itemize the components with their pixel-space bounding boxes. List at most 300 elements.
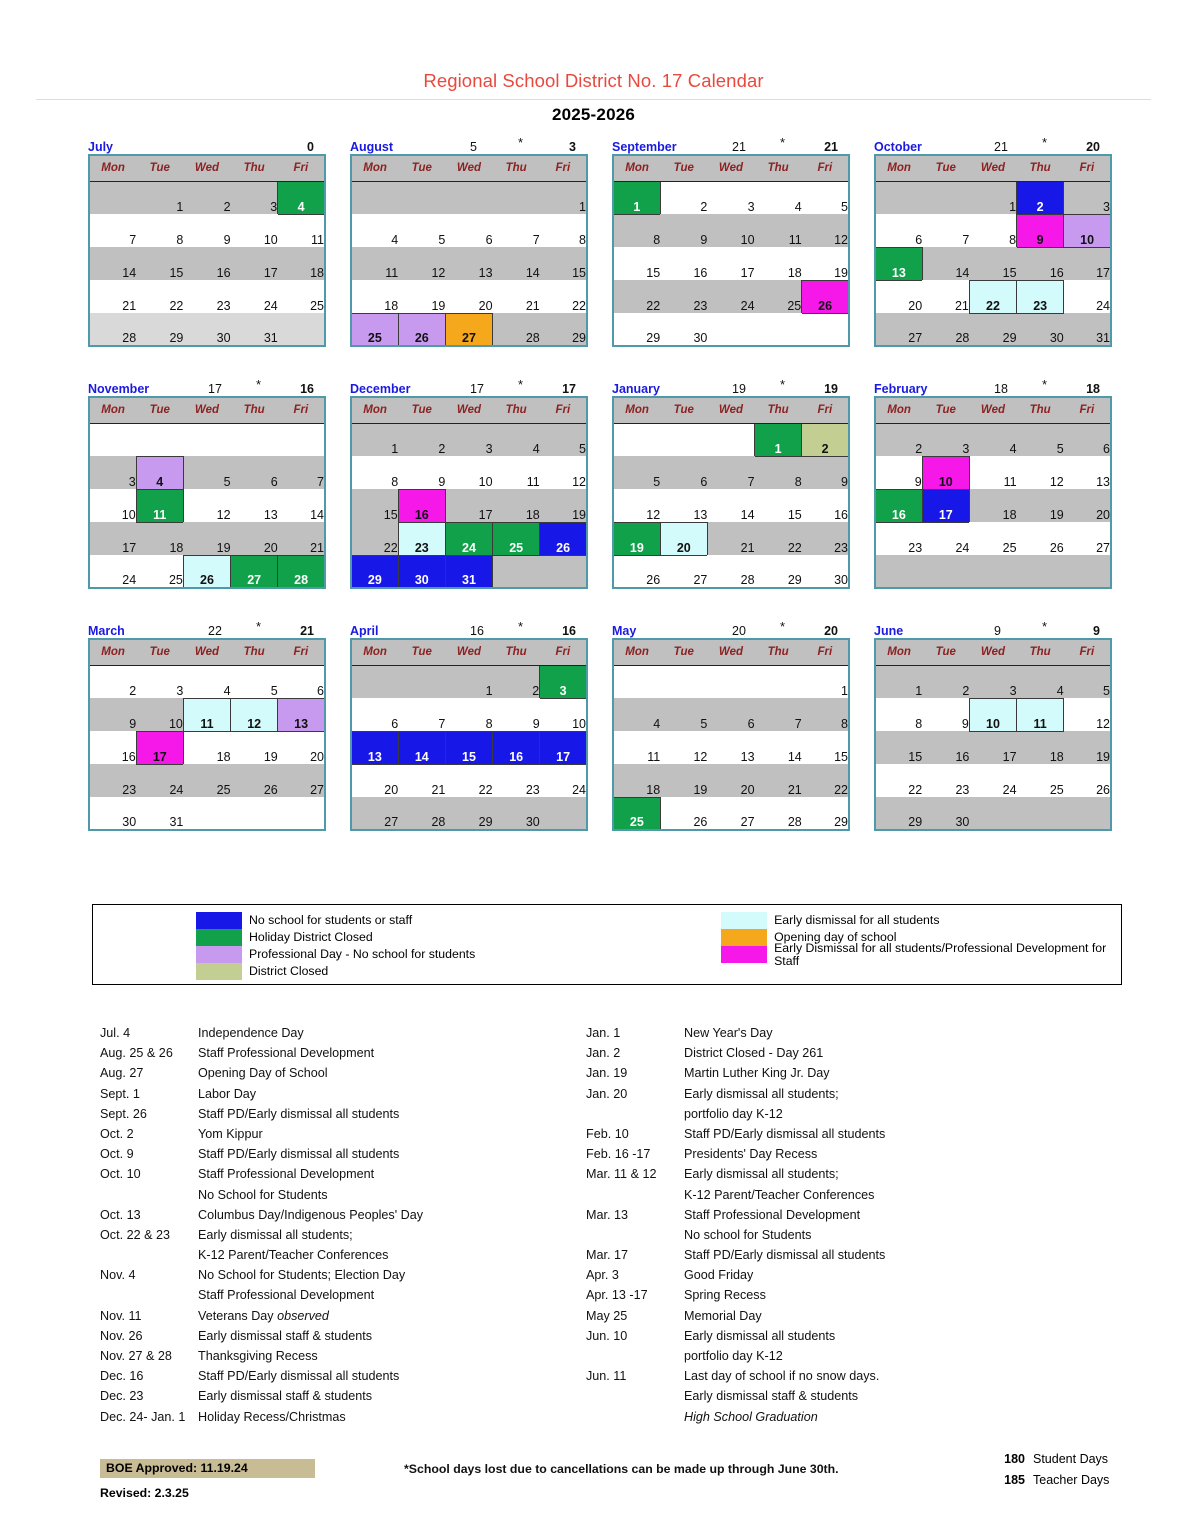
notes-section [0,1026,1187,1430]
day-cell: 26 [231,764,278,797]
month-asterisk: * [518,619,524,634]
week-row [875,698,1111,731]
day-cell: 11 [136,489,183,522]
month-row [88,136,1148,347]
legend-swatch-icon [196,912,242,929]
day-cell: 29 [969,313,1016,346]
week-row [613,181,849,214]
day-cell: 8 [875,698,922,731]
note-row [100,1026,580,1046]
day-cell-empty [398,181,445,214]
title-divider [36,99,1151,100]
day-cell: 9 [1017,214,1064,247]
month-table [350,396,588,589]
month-august [350,136,588,347]
note-row [586,1026,1086,1046]
month-table [88,154,326,347]
day-cell: 15 [540,247,587,280]
weekday-wed: Wed [445,155,492,181]
day-cell: 10 [231,214,278,247]
day-cell: 12 [613,489,660,522]
day-cell: 4 [136,456,183,489]
note-row [100,1268,580,1288]
month-student-days: 9 [994,623,1001,638]
note-date: Nov. 27 & 28 [100,1349,172,1363]
day-cell: 29 [351,555,398,588]
day-cell: 30 [183,313,230,346]
day-cell: 26 [398,313,445,346]
week-row [89,456,325,489]
month-teacher-days: 16 [562,623,576,638]
month-name: December [350,381,411,396]
weekday-wed: Wed [183,155,230,181]
note-text: Spring Recess [684,1288,766,1303]
day-cell-empty [613,665,660,698]
month-name: August [350,139,394,154]
teacher-days-label: Teacher Days [1033,1472,1110,1487]
weekday-header-row [875,155,1111,181]
month-teacher-days: 20 [824,623,838,638]
weekday-wed: Wed [969,397,1016,423]
day-cell-empty [707,313,754,346]
week-row [89,313,325,346]
day-cell: 6 [875,214,922,247]
weekday-thu: Thu [493,639,540,665]
day-cell: 21 [398,764,445,797]
day-cell: 22 [969,280,1016,313]
week-row [875,764,1111,797]
day-cell: 14 [278,489,325,522]
day-cell: 19 [540,489,587,522]
weekday-header-row [89,155,325,181]
day-cell: 20 [351,764,398,797]
month-name: July [88,139,114,154]
day-cell: 2 [89,665,136,698]
note-row [100,1167,580,1187]
note-row [100,1107,580,1127]
day-cell: 12 [1064,698,1111,731]
day-cell: 5 [183,456,230,489]
month-name: September [612,139,677,154]
notes-column-left [100,1026,580,1430]
note-row [100,1248,580,1268]
weekday-tue: Tue [136,397,183,423]
day-cell: 9 [183,214,230,247]
legend-swatch-icon [721,912,767,929]
day-cell: 10 [707,214,754,247]
day-cell: 21 [707,522,754,555]
day-cell: 23 [493,764,540,797]
day-cell-empty [89,181,136,214]
note-text: Staff PD/Early dismissal all students [684,1248,886,1263]
day-cell: 14 [398,731,445,764]
note-date: Sept. 1 [100,1086,140,1101]
weekday-header-row [613,639,849,665]
month-teacher-days: 17 [562,381,576,396]
week-row [351,731,587,764]
note-row [586,1288,1086,1308]
day-cell: 9 [875,456,922,489]
month-header [350,620,588,637]
day-cell: 27 [1064,522,1111,555]
day-cell: 26 [660,797,707,830]
note-row [586,1248,1086,1268]
note-row [586,1188,1086,1208]
month-header [88,378,326,395]
week-row [89,555,325,588]
note-text: Columbus Day/Indigenous Peoples' Day [198,1207,424,1222]
day-cell: 7 [89,214,136,247]
day-cell: 25 [183,764,230,797]
note-text: Early dismissal staff & students [198,1389,373,1404]
note-date: Nov. 11 [100,1308,142,1323]
day-cell: 18 [278,247,325,280]
weekday-fri: Fri [540,397,587,423]
day-cell: 23 [802,522,849,555]
day-cell: 10 [540,698,587,731]
day-cell: 16 [875,489,922,522]
day-cell: 9 [802,456,849,489]
day-cell-empty [707,423,754,456]
month-teacher-days: 19 [824,381,838,396]
note-row [100,1369,580,1389]
day-cell: 7 [278,456,325,489]
note-text: No School for Students [198,1187,328,1202]
weekday-tue: Tue [136,155,183,181]
day-cell: 2 [398,423,445,456]
day-cell-empty [1017,797,1064,830]
day-cell: 10 [922,456,969,489]
day-cell: 27 [278,764,325,797]
weekday-fri: Fri [1064,397,1111,423]
month-student-days: 17 [208,381,222,396]
week-row [875,797,1111,830]
note-text: Early dismissal all students; [684,1086,839,1101]
legend-label: Holiday District Closed [249,930,373,945]
week-row [875,522,1111,555]
note-date: Jan. 20 [586,1086,628,1101]
week-row [89,665,325,698]
weekday-wed: Wed [183,639,230,665]
week-row [875,247,1111,280]
day-cell: 1 [755,423,802,456]
month-asterisk: * [518,135,524,150]
page-header [0,0,1187,125]
week-row [89,764,325,797]
week-row [875,456,1111,489]
day-cell: 29 [875,797,922,830]
day-cell: 8 [351,456,398,489]
page-footer [0,1448,1187,1528]
week-row [351,489,587,522]
teacher-days-count: 185 [1004,1472,1025,1487]
day-cell: 6 [707,698,754,731]
day-cell: 22 [613,280,660,313]
day-cell: 23 [1017,280,1064,313]
month-asterisk: * [780,619,786,634]
weekday-thu: Thu [755,397,802,423]
day-cell: 26 [540,522,587,555]
day-cell: 28 [707,555,754,588]
day-cell-empty [613,423,660,456]
day-cell: 2 [660,181,707,214]
week-row [613,313,849,346]
day-cell-empty [540,797,587,830]
note-date: Aug. 27 [100,1066,144,1081]
month-february [874,378,1112,589]
note-text: No school for Students [684,1227,812,1242]
weekday-mon: Mon [351,639,398,665]
day-cell: 2 [493,665,540,698]
week-row [351,555,587,588]
day-cell: 14 [922,247,969,280]
legend-label: Professional Day - No school for students [249,947,476,962]
page-title: Regional School District No. 17 Calendar [423,70,764,91]
week-row [351,313,587,346]
day-cell: 18 [183,731,230,764]
legend-column-right [721,912,1121,980]
note-row [100,1046,580,1066]
week-row [89,698,325,731]
day-cell: 15 [969,247,1016,280]
week-row [89,797,325,830]
week-row [351,280,587,313]
day-cell: 4 [278,181,325,214]
day-cell: 5 [540,423,587,456]
week-row [613,731,849,764]
day-cell: 20 [278,731,325,764]
day-cell: 23 [398,522,445,555]
note-row [100,1389,580,1409]
student-days-label: Student Days [1033,1451,1109,1466]
note-date: Dec. 23 [100,1389,144,1404]
note-date: Apr. 3 [586,1268,619,1283]
day-cell: 20 [445,280,492,313]
week-row [613,423,849,456]
day-cell: 19 [613,522,660,555]
day-cell: 9 [398,456,445,489]
note-row [586,1107,1086,1127]
note-date: Aug. 25 & 26 [100,1046,173,1061]
month-asterisk: * [780,135,786,150]
week-row [351,214,587,247]
weekday-wed: Wed [969,639,1016,665]
day-cell: 17 [1064,247,1111,280]
day-cell-empty [278,797,325,830]
week-row [613,797,849,830]
note-row [586,1208,1086,1228]
day-cell-empty [445,181,492,214]
day-cell: 23 [875,522,922,555]
day-cell-empty [183,797,230,830]
note-row [586,1066,1086,1086]
day-cell: 22 [351,522,398,555]
day-cell: 1 [136,181,183,214]
note-date: Oct. 10 [100,1167,141,1182]
note-text: K-12 Parent/Teacher Conferences [198,1248,389,1263]
month-table [612,638,850,831]
month-header [874,378,1112,395]
day-cell: 13 [660,489,707,522]
day-cell: 12 [398,247,445,280]
day-cell: 27 [231,555,278,588]
day-cell: 17 [231,247,278,280]
day-cell: 29 [445,797,492,830]
month-teacher-days: 3 [569,139,576,154]
month-table [88,638,326,831]
weekday-header-row [89,397,325,423]
days-summary [995,1448,1125,1490]
month-asterisk: * [518,377,524,392]
month-table [350,638,588,831]
day-cell: 5 [1064,665,1111,698]
note-row [586,1369,1086,1389]
day-cell: 8 [802,698,849,731]
legend-swatch-icon [196,946,242,963]
day-cell-empty [875,555,922,588]
month-student-days: 19 [732,381,746,396]
note-text: Labor Day [198,1086,257,1101]
note-text: High School Graduation [684,1409,818,1424]
day-cell: 3 [89,456,136,489]
day-cell: 7 [922,214,969,247]
day-cell: 20 [1064,489,1111,522]
note-text: Staff PD/Early dismissal all students [198,1147,400,1162]
note-date: Jun. 11 [586,1369,627,1384]
day-cell: 4 [969,423,1016,456]
day-cell: 9 [89,698,136,731]
weekday-header-row [613,397,849,423]
day-cell: 30 [493,797,540,830]
note-row [100,1309,580,1329]
day-cell: 5 [398,214,445,247]
note-text: Staff Professional Development [684,1207,861,1222]
day-cell: 25 [613,797,660,830]
month-name: November [88,381,150,396]
day-cell-empty [398,665,445,698]
day-cell: 3 [1064,181,1111,214]
week-row [875,313,1111,346]
note-text: Early dismissal all students; [684,1167,839,1182]
months-grid [88,136,1148,862]
day-cell: 6 [231,456,278,489]
week-row [89,247,325,280]
week-row [351,797,587,830]
day-cell: 17 [445,489,492,522]
weekday-mon: Mon [613,155,660,181]
day-cell: 18 [136,522,183,555]
day-cell-empty [922,555,969,588]
day-cell: 11 [755,214,802,247]
day-cell: 8 [540,214,587,247]
weekday-wed: Wed [445,639,492,665]
day-cell: 16 [398,489,445,522]
note-date: Nov. 26 [100,1328,143,1343]
day-cell: 10 [445,456,492,489]
note-text: Staff Professional Development [198,1167,375,1182]
legend-swatch-icon [721,946,767,963]
day-cell: 13 [445,247,492,280]
day-cell-empty [802,313,849,346]
day-cell-empty [493,181,540,214]
day-cell: 2 [183,181,230,214]
school-year-label: 2025-2026 [551,104,636,124]
day-cell: 13 [1064,456,1111,489]
day-cell: 13 [707,731,754,764]
day-cell: 7 [493,214,540,247]
day-cell: 1 [875,665,922,698]
week-row [613,698,849,731]
weekday-tue: Tue [660,155,707,181]
weekday-mon: Mon [89,155,136,181]
legend-swatch-icon [196,963,242,980]
day-cell: 26 [802,280,849,313]
day-cell: 8 [445,698,492,731]
day-cell: 23 [183,280,230,313]
legend-item [196,946,631,963]
day-cell: 25 [351,313,398,346]
day-cell: 23 [922,764,969,797]
week-row [351,764,587,797]
day-cell: 19 [183,522,230,555]
revised-date: Revised: 2.3.25 [100,1486,189,1500]
note-row [586,1127,1086,1147]
month-july [88,136,326,347]
day-cell: 14 [755,731,802,764]
cancellation-footnote: *School days lost due to cancellations can be made up through June 30th. [404,1462,839,1476]
day-cell: 16 [922,731,969,764]
day-cell: 30 [922,797,969,830]
day-cell-empty [1064,797,1111,830]
day-cell: 7 [398,698,445,731]
month-november [88,378,326,589]
week-row [89,214,325,247]
month-header [612,136,850,153]
week-row [613,555,849,588]
day-cell: 22 [802,764,849,797]
weekday-thu: Thu [231,397,278,423]
day-cell: 3 [922,423,969,456]
month-header [350,136,588,153]
week-row [613,214,849,247]
day-cell: 22 [540,280,587,313]
day-cell: 25 [493,522,540,555]
note-text: District Closed - Day 261 [684,1046,824,1061]
month-asterisk: * [1042,377,1048,392]
note-date: Feb. 10 [586,1126,629,1141]
weekday-fri: Fri [278,397,325,423]
day-cell: 30 [660,313,707,346]
week-row [613,247,849,280]
day-cell: 10 [136,698,183,731]
day-cell: 27 [351,797,398,830]
day-cell: 20 [707,764,754,797]
note-date: Oct. 9 [100,1147,134,1162]
note-text: Staff PD/Early dismissal all students [684,1126,886,1141]
day-cell: 13 [351,731,398,764]
day-cell: 12 [183,489,230,522]
day-cell: 28 [278,555,325,588]
day-cell: 5 [802,181,849,214]
day-cell: 8 [136,214,183,247]
weekday-wed: Wed [445,397,492,423]
day-cell: 29 [802,797,849,830]
day-cell: 18 [351,280,398,313]
week-row [89,280,325,313]
weekday-thu: Thu [231,155,278,181]
day-cell-empty [969,555,1016,588]
note-row [586,1228,1086,1248]
